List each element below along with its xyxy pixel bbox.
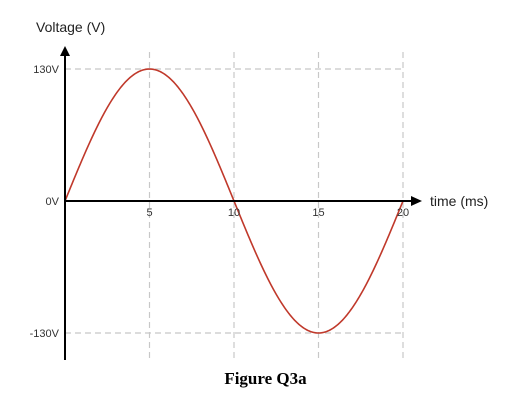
x-axis-arrow-icon xyxy=(411,196,422,206)
y-axis-arrow-icon xyxy=(60,46,70,56)
y-tick-label: -130V xyxy=(29,328,59,340)
x-axis-title: time (ms) xyxy=(430,193,489,209)
x-tick-label: 10 xyxy=(227,207,241,219)
grid-lines xyxy=(64,52,404,360)
axes xyxy=(60,46,422,360)
y-axis-title: Voltage (V) xyxy=(36,19,106,35)
y-tick-label: 130V xyxy=(33,64,59,76)
figure-caption: Figure Q3a xyxy=(224,369,307,388)
x-tick-label: 20 xyxy=(396,207,410,219)
axis-labels xyxy=(30,19,489,340)
x-tick-label: 15 xyxy=(312,207,325,219)
y-tick-label: 0V xyxy=(45,196,59,208)
x-tick-label: 5 xyxy=(146,207,153,219)
